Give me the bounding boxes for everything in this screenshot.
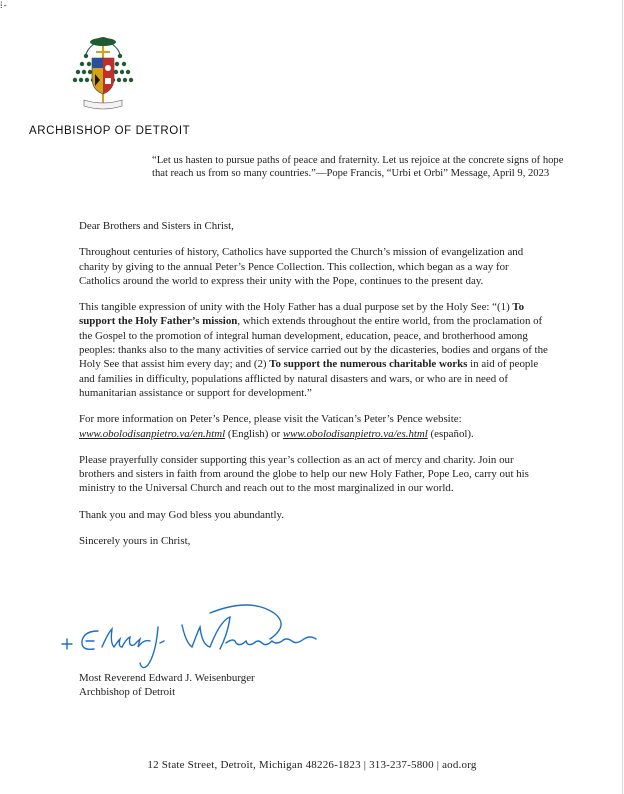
paragraph-appeal: Please prayerfully consider supporting this year’s collection as an act of mercy and charity. Join our brothers and sisters in faith from around the globe to help our new Holy Father, Pope Leo, carry out his ministry to the Universal Church and reach out to the most marginalized in our world. [79, 453, 529, 495]
link-spanish[interactable]: www.obolodisanpietro.va/es.html [282, 427, 428, 440]
purpose-bold-2: To support the numerous charitable works [269, 358, 468, 371]
footer-contact: 12 State Street, Detroit, Michigan 48226-1823 | 313-237-5800 | aod.org [147, 759, 477, 771]
purpose-text-1: This tangible expression of unity with the Holy Father has a dual purpose set by the Holy See: “(1) [79, 301, 513, 314]
purpose-text-3: in aid of people and families in difficulty, populations afflicted by natural disasters and wars, or who are in need of humanitarian assistance or support for development.” [79, 358, 539, 399]
organization-name: ARCHBISHOP OF DETROIT [29, 125, 191, 137]
paragraph-info [79, 412, 549, 441]
signer-title: Archbishop of Detroit [79, 686, 176, 699]
purpose-bold-1: To support the Holy Father’s mission [79, 301, 525, 328]
closing: Sincerely yours in Christ, [79, 535, 191, 548]
info-text-1: For more information on Peter’s Pence, please visit the Vatican’s Peter’s Pence website: [79, 413, 462, 426]
signer-name: Most Reverend Edward J. Weisenburger [79, 672, 255, 684]
purpose-text-2: , which extends throughout the entire world, from the proclamation of the Gospel to the promotion of integral human development, education, peace, and brotherhood among peoples: thanks also to the many activities of service carried out by the dicasteries, bodies and organs of the Holy See that assist him every day; and (2) [79, 315, 548, 371]
info-text-2: (English) or [225, 427, 283, 440]
paragraph-history: Throughout centuries of history, Catholics have supported the Church’s mission of evangelization and charity by giving to the annual Peter’s Pence Collection. This collection, which began as a way for Catholics around the world to express their unity with the Pope, continues to the present day. [79, 246, 524, 287]
salutation: Dear Brothers and Sisters in Christ, [79, 220, 234, 232]
paragraph-blessing: Thank you and may God bless you abundantly. [79, 508, 284, 521]
link-english[interactable]: www.obolodisanpietro.va/en.html [79, 427, 226, 440]
epigraph-quote: “Let us hasten to pursue paths of peace and fraternity. Let us rejoice at the concrete signs of hope that reach us from so many countries.”—Pope Francis, “Urbi et Orbi” Message, April 9, 2023 [152, 155, 564, 180]
coat-of-arms-icon [72, 34, 134, 120]
signer-block [79, 671, 255, 700]
page-corner-mark: ⁞- [0, 1, 8, 11]
handwritten-signature [60, 603, 320, 673]
info-text-3: (español). [427, 427, 474, 440]
paragraph-purpose [79, 300, 549, 400]
letter-body [79, 219, 549, 560]
